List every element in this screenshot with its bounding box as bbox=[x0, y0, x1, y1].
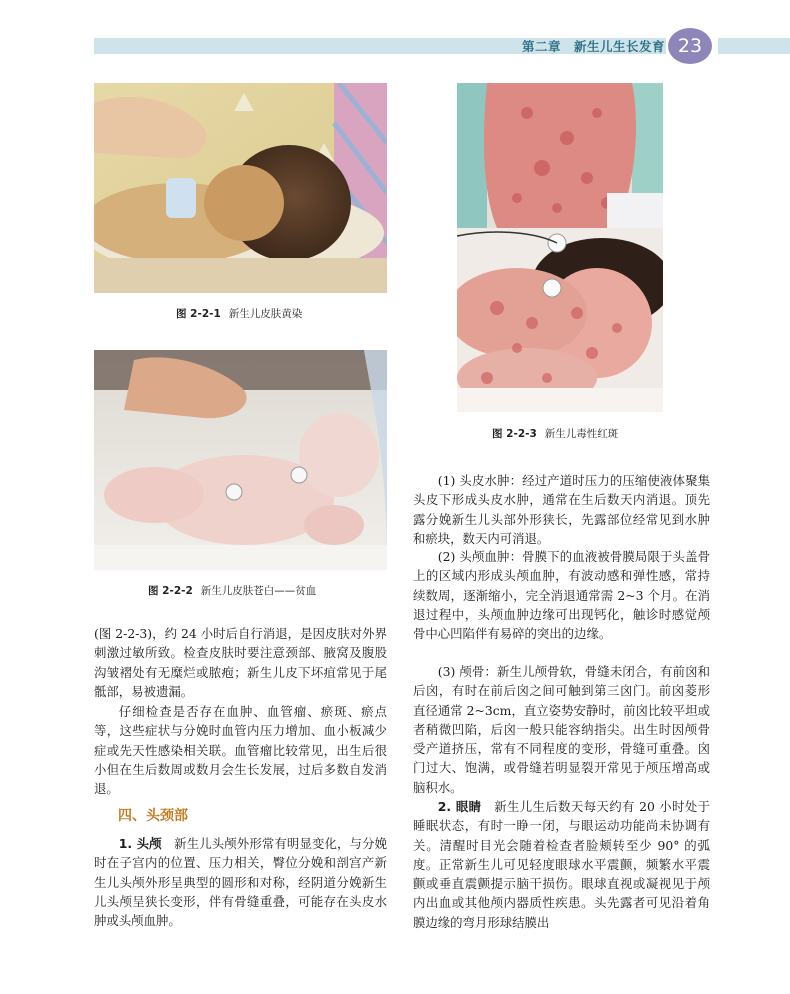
figure-title: 新生儿皮肤苍白——贫血 bbox=[200, 585, 317, 597]
header-band-left bbox=[94, 38, 516, 54]
figure-number: 图 2-2-3 bbox=[492, 428, 537, 440]
header-band-right bbox=[718, 38, 790, 54]
figure-title: 新生儿皮肤黄染 bbox=[228, 308, 303, 320]
photo-jaundiced-newborn bbox=[94, 83, 387, 293]
paragraph-skull-text: 新生儿头颅外形常有明显变化，与分娩时在子宫内的位置、压力相关，臀位分娩和剖宫产新生儿头颅外形呈典型的圆形和对称，经阴道分娩新生儿头颅呈狭长变形，伴有骨缝重叠，可能存在头皮水肿或头颅血肿。 bbox=[94, 836, 387, 929]
paragraph-skin-exam: (图 2-2-3)，约 24 小时后自行消退，是因皮肤对外界刺激过敏所致。检查皮肤时要注意颈部、腋窝及腹股沟皱褶处有无糜烂或脓疱；新生儿皮下坏疽常见于尾骶部，易被遗漏。 bbox=[94, 626, 387, 699]
paragraph-eyes-text: 新生儿生后数天每天约有 20 小时处于睡眠状态，有时一睁一闭，与眼运动功能尚未协调有关。清醒时目光会随着检查者脸颊转至少 90° 的弧度。正常新生儿可见轻度眼球水平震颤，频繁水平震颤或垂直震颤提示脑干损伤。眼球直视或凝视见于颅内出血或其他颅内器质性疾患。头先露者可见沿着角膜边缘的弯月形球结膜出 bbox=[413, 799, 710, 930]
chapter-title: 第二章 新生儿生长发育 bbox=[522, 39, 666, 54]
paragraph-scalp-edema: (1) 头皮水肿：经过产道时压力的压缩使液体聚集头皮下形成头皮水肿，通常在生后数天内消退。顶先露分娩新生儿头部外形狭长，先露部位经常见到水肿和瘀块，数天内可消退。 bbox=[413, 473, 710, 546]
paragraph-eyes bbox=[413, 797, 710, 932]
paragraph-hematoma-check: 仔细检查是否存在血肿、血管瘤、瘀斑、瘀点等，这些症状与分娩时血管内压力增加、血小板减少症或先天性感染相关联。血管瘤比较常见，出生后很小但在生后数周或数月会生长发展，过后多数自发消退。 bbox=[94, 704, 387, 797]
figure-number: 图 2-2-1 bbox=[176, 308, 221, 320]
term-skull: 1. 头颅 bbox=[118, 836, 162, 851]
photo-erythema-face bbox=[457, 228, 663, 412]
section-heading-head-neck: 四、头颈部 bbox=[118, 808, 188, 824]
figure-caption-2-2-3 bbox=[492, 426, 618, 441]
figure-caption-2-2-1 bbox=[176, 306, 302, 321]
figure-caption-2-2-2 bbox=[148, 583, 316, 598]
photo-erythema-back bbox=[457, 83, 663, 228]
term-eyes: 2. 眼睛 bbox=[437, 799, 482, 814]
photo-pale-newborn bbox=[94, 350, 387, 570]
figure-number: 图 2-2-2 bbox=[148, 585, 193, 597]
page-number-badge: 23 bbox=[668, 28, 712, 64]
paragraph-cephalohematoma: (2) 头颅血肿：骨膜下的血液被骨膜局限于头盖骨上的区域内形成头颅血肿，有波动感和弹性感，常持续数周，逐渐缩小，完全消退通常需 2~3 个月。在消退过程中，头颅血肿边缘可出现钙化，触诊时感觉颅骨中心凹陷伴有易碎的突出的边缘。 bbox=[413, 549, 710, 642]
paragraph-skull bbox=[94, 834, 387, 930]
figure-title: 新生儿毒性红斑 bbox=[544, 428, 619, 440]
paragraph-cranium: (3) 颅骨：新生儿颅骨软，骨缝未闭合，有前囟和后囟，有时在前后囟之间可触到第三囟门。前囟菱形直径通常 2~3cm，直立姿势安静时，前囟比较平坦或者稍微凹陷，后囟一般只能容纳指尖。出生时因颅骨受产道挤压，常有不同程度的变形，骨缝可重叠。囟门过大、饱满，或骨缝若明显裂开常见于颅压增高或脑积水。 bbox=[413, 664, 710, 795]
